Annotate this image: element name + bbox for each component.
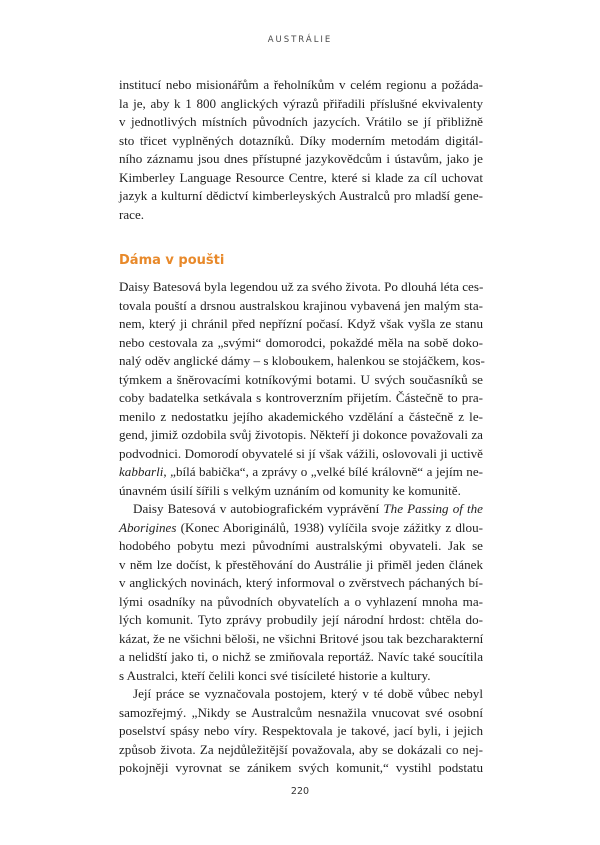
- paragraph-1: [119, 76, 483, 224]
- paragraph-2: [119, 278, 483, 500]
- text-line: sto třicet vyplněných dotazníků. Díky moderním metodám digitál-: [119, 132, 483, 148]
- text-line: způsob života. Za nejdůležitější považovala, aby se dokázali co nej-: [119, 741, 483, 757]
- text-line: kázat, že ne všichni běloši, ne všichni Britové jsou tak bezcharakterní: [119, 630, 484, 646]
- text-line: menilo z nedostatku jejího akademického vzdělání a částečně z le-: [119, 408, 483, 424]
- text-line: coby badatelka setkávala s kontroverzním přijetím. Částečně to pra-: [119, 390, 483, 405]
- text-line: ního záznamu jsou dnes přístupné jazykovědcům i ústavům, jako je: [119, 151, 483, 166]
- text-line: týmkem a šněrovacími kotníkovými botami. U svých současníků se: [119, 371, 483, 387]
- running-head: AUSTRÁLIE: [267, 35, 333, 45]
- text-line: v anglických novinách, který informoval o zvěrstvech páchaných bí-: [119, 575, 483, 590]
- page-number: 220: [290, 786, 310, 797]
- text-line: Daisy Batesová byla legendou už za svého života. Po dlouhá léta ces-: [119, 279, 484, 294]
- paragraph-4: [119, 685, 483, 778]
- text-line: lých komunit. Tyto zprávy probudily její národní hrdost: chtěla do-: [119, 612, 483, 627]
- text-line: jazyk a kulturní dědictví kimberleyských Australců pro mladší gene-: [119, 188, 483, 203]
- text-line: tovala pouští a drsnou australskou krajinou vybavená jen malým sta-: [119, 297, 483, 313]
- text-line: nebo cestovala za „svými“ domorodci, pokaždé měla na sobě doko-: [119, 334, 483, 350]
- text-line: Její práce se vyznačovala postojem, který v té době vůbec nebyl: [133, 686, 483, 701]
- text-line: únavném úsilí šířili s velkým uznáním od komunity ke komunitě.: [119, 482, 461, 498]
- body-text: [119, 76, 483, 778]
- text-line: v něm lze dočíst, k přestěhování do Austrálie ji přiměl jeden článek: [119, 556, 483, 572]
- paragraph-3: [119, 500, 483, 685]
- text-line: lými osadníky na původních obyvatelích a o vyhlazení mnoha ma-: [119, 593, 483, 609]
- text-line: samozřejmý. „Nikdy se Australcům nesnažila vnucovat své osobní: [119, 704, 483, 720]
- text-line: poselství spásy nebo víry. Respektovala je takové, jací byli, i jejich: [119, 723, 483, 738]
- text-line: a nelidští jako ti, o nichž se zmiňovala reportáž. Navíc také soucítila: [119, 649, 483, 664]
- text-line: Kimberley Language Resource Centre, které si klade za cíl uchovat: [119, 169, 483, 185]
- text-line: gend, jimiž ozdobila svůj životopis. Někteří ji dokonce považovali za: [119, 427, 483, 442]
- text-line: nem, který ji chránil před nepřízní počasí. Když však vyšla ze stanu: [119, 316, 483, 331]
- text-line: podvodnici. Domorodí obyvatelé si jí však vážili, oslovovali ji uctivě: [119, 445, 483, 461]
- text-line: pokojněji vyrovnat se zánikem svých komunit,“ vystihl podstatu: [119, 760, 483, 775]
- section-heading: Dáma v poušti: [119, 253, 225, 268]
- text-line: nalý oděv anglické dámy – s kloboukem, halenkou se stojáčkem, kos-: [119, 353, 485, 368]
- text-line: race.: [119, 206, 145, 222]
- text-line: Aborigines (Konec Aboriginálů, 1938) vylíčila svoje zážitky z dlou-: [119, 519, 483, 535]
- text-line: v jednotlivých místních původních jazycích. Vrátilo se jí přibližně: [119, 114, 483, 129]
- text-line: kabbarli, „bílá babička“, a zprávy o „velké bílé královně“ a jejím ne-: [119, 464, 483, 479]
- text-line: hodobého pobytu mezi původními australskými obyvateli. Jak se: [119, 538, 483, 553]
- text-line: institucí nebo misionářům a řeholníkům v celém regionu a požáda-: [119, 77, 483, 92]
- text-line: s Australci, kteří čelili konci své tisícileté historie a kultury.: [119, 667, 431, 683]
- text-line: la je, aby k 1 800 anglických výrazů přiřadili příslušné ekvivalenty: [119, 95, 483, 111]
- text-line: Daisy Batesová v autobiografickém vyprávění The Passing of the: [133, 501, 483, 516]
